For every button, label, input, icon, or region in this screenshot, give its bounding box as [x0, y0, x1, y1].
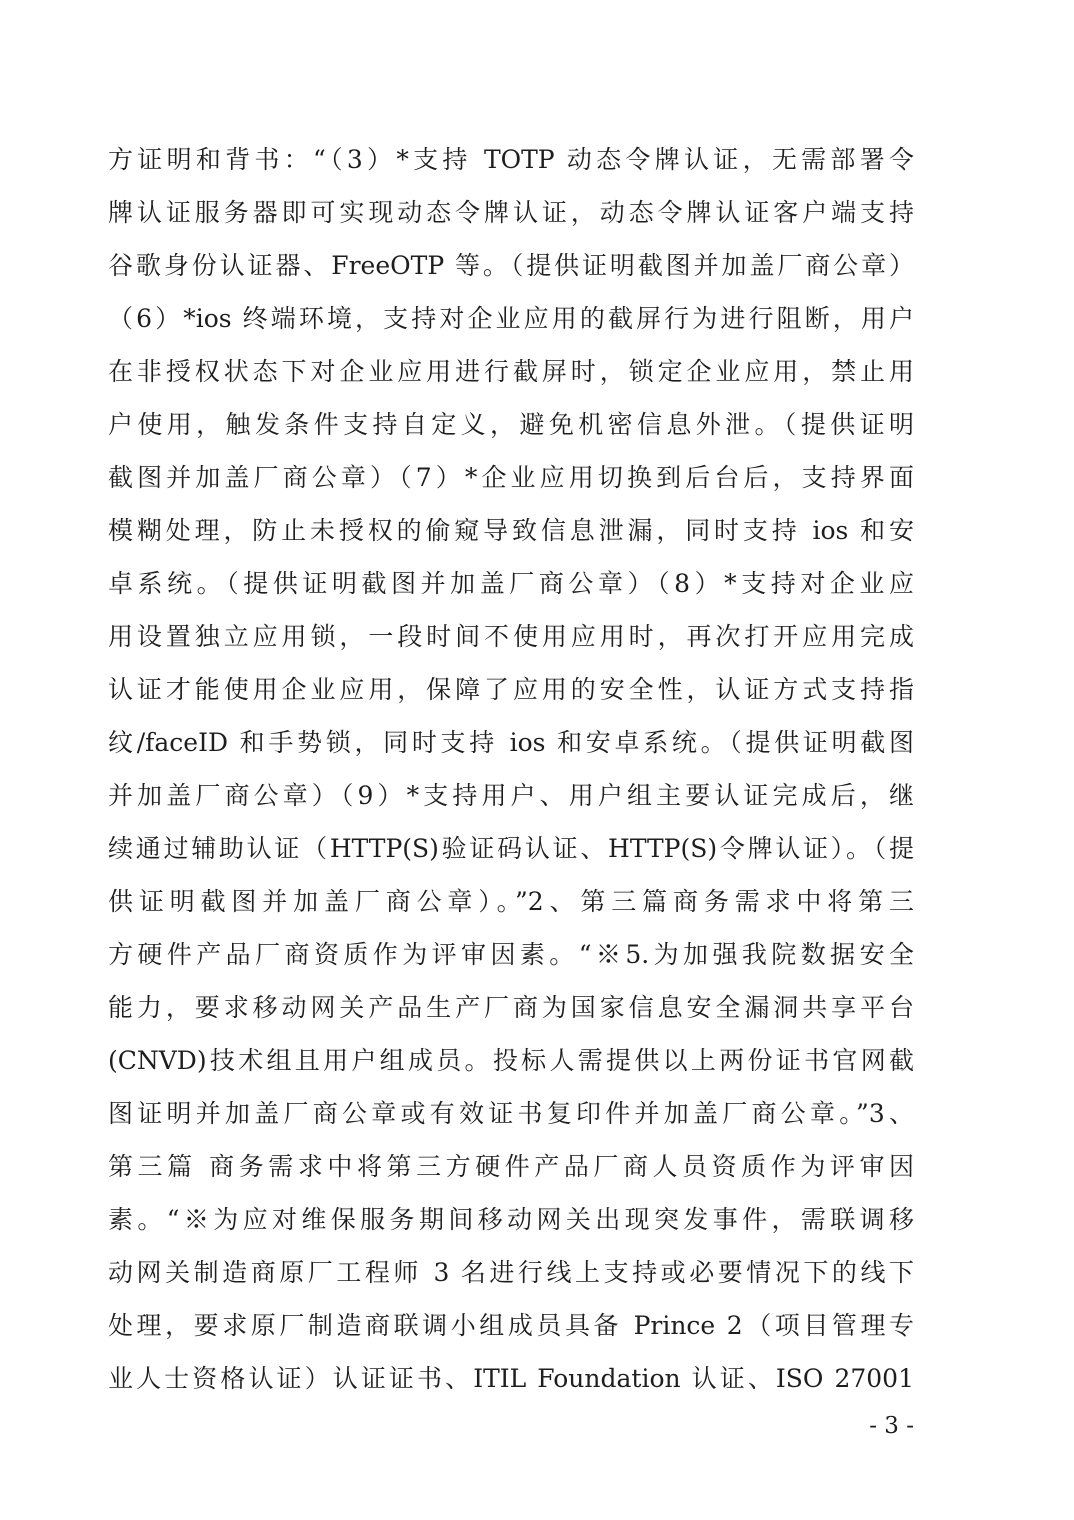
- body-text-line: 处理，要求原厂制造商联调小组成员具备 Prince 2（项目管理专: [108, 1311, 914, 1340]
- body-text-line: （6）*ios 终端环境，支持对企业应用的截屏行为进行阻断，用户: [108, 304, 914, 333]
- body-text-line: 截图并加盖厂商公章）（7）*企业应用切换到后台后，支持界面: [108, 463, 914, 492]
- body-text-line: 动网关制造商原厂工程师 3 名进行线上支持或必要情况下的线下: [108, 1258, 914, 1287]
- body-text-line: 谷歌身份认证器、FreeOTP 等。（提供证明截图并加盖厂商公章）: [108, 251, 914, 280]
- body-text-line: 模糊处理，防止未授权的偷窥导致信息泄漏，同时支持 ios 和安: [108, 516, 914, 545]
- body-text-line: 业人士资格认证）认证证书、ITIL Foundation 认证、ISO 27001: [108, 1364, 914, 1393]
- body-text-line: 第三篇 商务需求中将第三方硬件产品厂商人员资质作为评审因: [108, 1152, 914, 1181]
- body-text-line: 在非授权状态下对企业应用进行截屏时，锁定企业应用，禁止用: [108, 357, 914, 386]
- body-text-line: 用设置独立应用锁，一段时间不使用应用时，再次打开应用完成: [108, 622, 914, 651]
- body-text-line: (CNVD)技术组且用户组成员。投标人需提供以上两份证书官网截: [108, 1046, 914, 1075]
- body-text-line: 纹/faceID 和手势锁，同时支持 ios 和安卓系统。（提供证明截图: [108, 728, 914, 757]
- body-text-line: 供证明截图并加盖厂商公章）。”2、第三篇商务需求中将第三: [108, 887, 914, 916]
- body-text-line: 并加盖厂商公章）（9）*支持用户、用户组主要认证完成后，继: [108, 781, 914, 810]
- body-text-line: 素。“※为应对维保服务期间移动网关出现突发事件，需联调移: [108, 1205, 914, 1234]
- body-text-line: 户使用，触发条件支持自定义，避免机密信息外泄。（提供证明: [108, 410, 914, 439]
- body-text-line: 续通过辅助认证（HTTP(S)验证码认证、HTTP(S)令牌认证）。（提: [108, 834, 914, 863]
- body-text-line: 方硬件产品厂商资质作为评审因素。“※5.为加强我院数据安全: [108, 940, 914, 969]
- body-text-line: 认证才能使用企业应用，保障了应用的安全性，认证方式支持指: [108, 675, 914, 704]
- body-text-line: 卓系统。（提供证明截图并加盖厂商公章）（8）*支持对企业应: [108, 569, 914, 598]
- body-text-line: 能力，要求移动网关产品生产厂商为国家信息安全漏洞共享平台: [108, 993, 914, 1022]
- body-text-line: 牌认证服务器即可实现动态令牌认证，动态令牌认证客户端支持: [108, 198, 914, 227]
- body-text-line: 图证明并加盖厂商公章或有效证书复印件并加盖厂商公章。”3、: [108, 1099, 914, 1128]
- body-text-line: 方证明和背书：“（3）*支持 TOTP 动态令牌认证，无需部署令: [108, 145, 914, 174]
- page-number: - 3 -: [869, 1413, 914, 1439]
